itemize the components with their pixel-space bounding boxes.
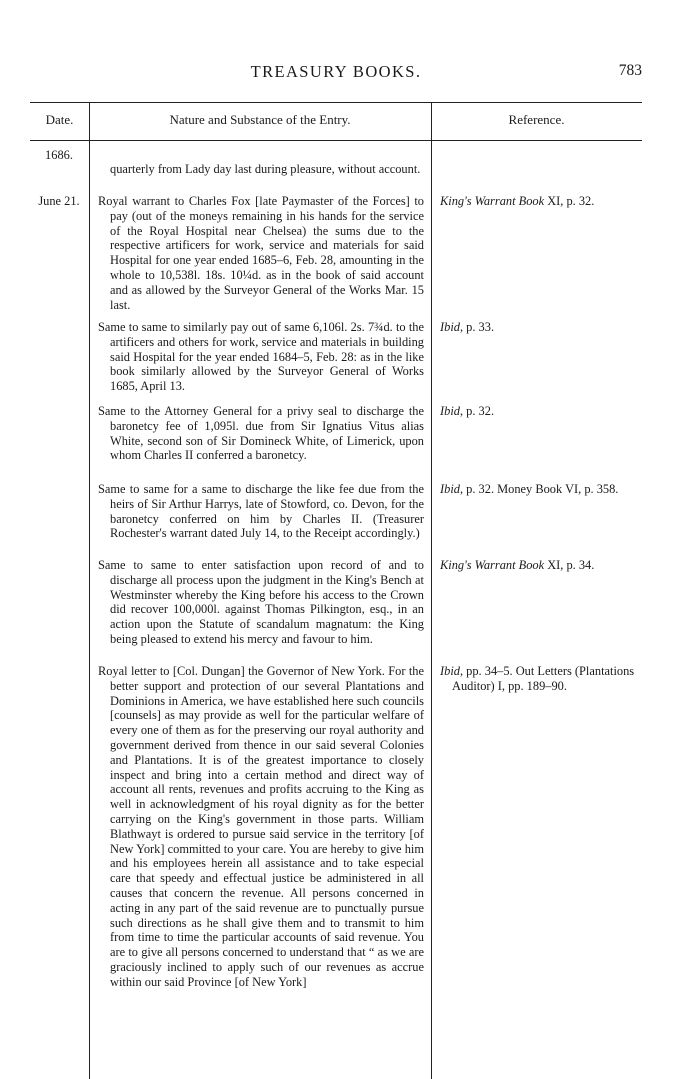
entries-table — [30, 102, 642, 1079]
column-header-entry: Nature and Substance of the Entry. — [169, 112, 351, 127]
column-divider — [89, 102, 90, 1079]
page-number: 783 — [618, 62, 642, 79]
row-entry: Same to the Attorney General for a privy seal to discharge the baronetcy fee of 1,095l. due from Sir Ignatius Vitus alias White, second son of Sir Domineck White, of Limerick, upon whom Charles II conferred a baronetcy. — [98, 404, 424, 463]
table-top-rule — [30, 102, 642, 103]
row-entry: quarterly from Lady day last during pleasure, without account. — [110, 162, 421, 176]
reference-text: XI, p. 34. — [547, 558, 595, 572]
header-rule — [30, 140, 642, 141]
row-reference — [440, 320, 638, 335]
reference-italic: Ibid — [440, 404, 460, 418]
row-reference — [440, 404, 638, 419]
reference-italic: Ibid — [440, 320, 460, 334]
running-title: TREASURY BOOKS. — [250, 62, 422, 81]
reference-text: , p. 32. Money Book VI, p. 358. — [459, 482, 619, 496]
row-reference — [440, 482, 638, 497]
row-entry: Royal warrant to Charles Fox [late Paymaster of the Forces] to pay (out of the moneys remaining in his hands for the service of the Royal Hospital near Chelsea) the sums due to the respective artificers for work, service and materials for said Hospital for one year ended 1685–6, Feb. 28, amounting in the whole to 10,538l. 18s. 10¼d. as in the book of said account and as allowed by the Surveyor General of the Works Mar. 15 last. — [98, 194, 424, 312]
row-reference — [440, 194, 638, 209]
reference-italic: Ibid — [440, 482, 460, 496]
row-reference — [440, 558, 638, 573]
reference-text: , pp. 34–5. Out Letters (Plantations Auditor) I, pp. 189–90. — [452, 664, 635, 693]
row-reference — [440, 664, 638, 694]
reference-italic: King's Warrant Book — [440, 194, 545, 208]
reference-italic: King's Warrant Book — [440, 558, 545, 572]
reference-italic: Ibid — [440, 664, 460, 678]
row-entry: Royal letter to [Col. Dungan] the Governor of New York. For the better support and protection of our several Plantations and Dominions in America, we have established here such councils [counsels] as may provide as well for the particular welfare of every one of them as for the preserving our royal authority and government derived from thence in our said several Colonies and Plantations. It is of the greatest importance to closely inspect and bring into a certain method and direct way of account all rents, revenues and profits accruing to the King as well in acknowledgment of his royal dignity as for the better carrying on the King's government in those parts. William Blathwayt is ordered to pursue said service in the territory [of New York] committed to your care. You are hereby to give him and his employees herein all assistance and to take especial care that speedy and effectual justice be administered in all causes that concern the revenue. All persons concerned in acting in any part of the said revenue are to punctually pursue such directions as he shall give them and to transmit to him from time to time the particular accounts of said revenue. You are to give all persons concerned to understand that “ as we are graciously inclined to apply such of our revenues as accrue within our said Province [of New York] — [98, 664, 424, 989]
row-entry: Same to same for a same to discharge the like fee due from the heirs of Sir Arthur Harrys, late of Stowford, co. Devon, for the baronetcy conferred on him by Charles II. (Treasurer Rochester's warrant dated July 14, to the Receipt accordingly.) — [98, 482, 424, 541]
reference-text: XI, p. 32. — [547, 194, 595, 208]
row-entry: Same to same to enter satisfaction upon record of and to discharge all process upon the judgment in the King's Bench at Westminster whereby the King before his access to the Crown did recover 100,000l. against Thomas Pilkington, esq., in an action upon the Statute of scandalum magnatum: the King being pleased to extend his mercy and favour to him. — [98, 558, 424, 646]
column-header-reference: Reference. — [508, 112, 565, 127]
column-divider — [431, 102, 432, 1079]
row-entry: Same to same to similarly pay out of same 6,106l. 2s. 7¾d. to the artificers and others for work, service and materials in building said Hospital for the year ended 1684–5, Feb. 28: as in the like book similarly allowed by the Surveyor General of Works 1685, April 13. — [98, 320, 424, 394]
row-date: 1686. — [45, 148, 73, 162]
reference-text: , p. 33. — [459, 320, 495, 334]
column-header-date: Date. — [45, 112, 74, 127]
page-header — [30, 62, 642, 84]
row-date: June 21. — [38, 194, 80, 208]
reference-text: , p. 32. — [459, 404, 495, 418]
